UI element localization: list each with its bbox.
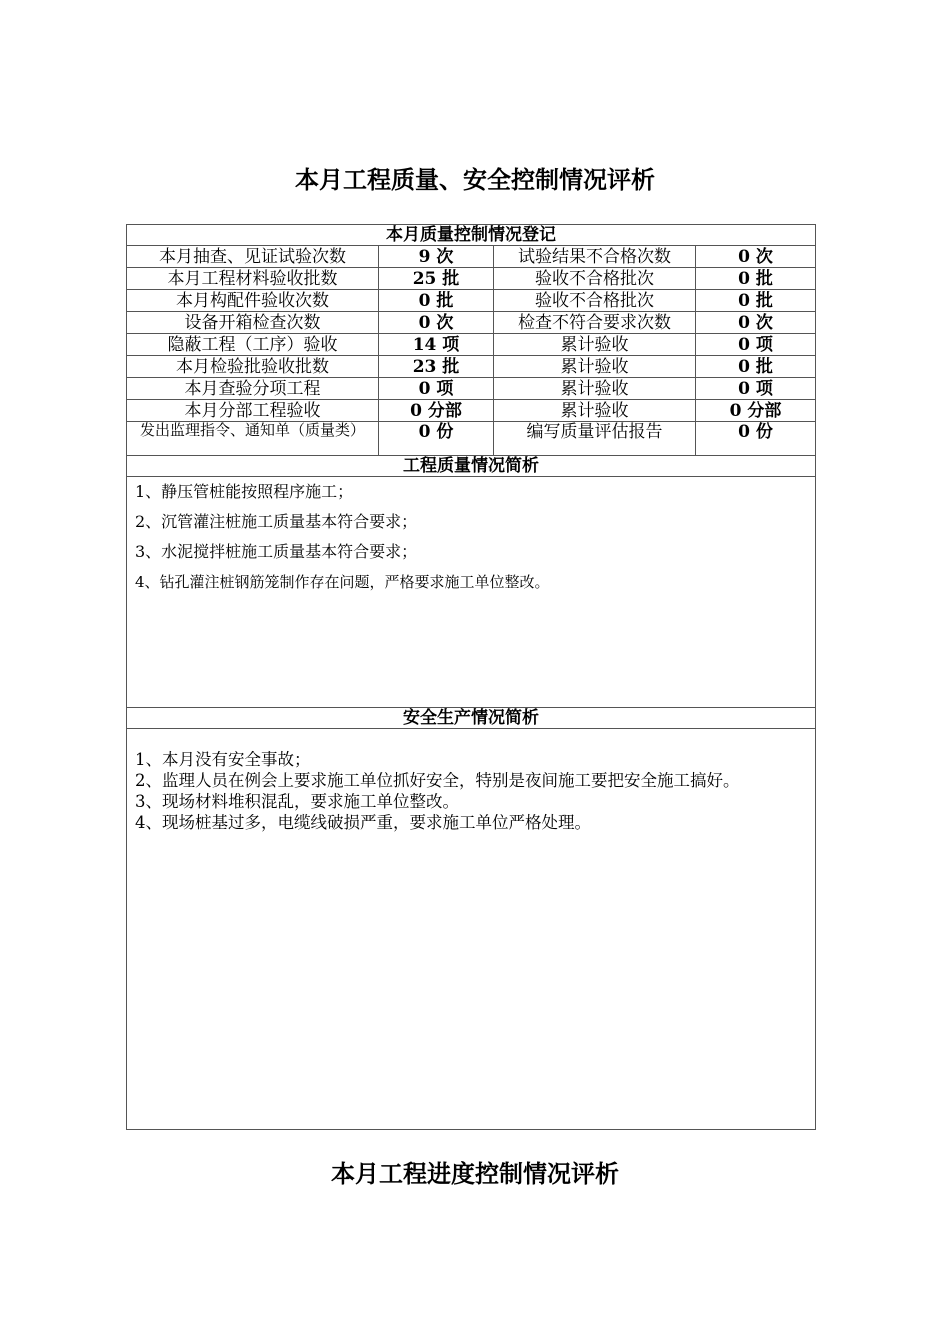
row-value: 0 项 [696,378,816,400]
page-title: 本月工程质量、安全控制情况评析 [295,165,655,194]
row-label: 检查不符合要求次数 [494,312,696,334]
row-value: 0 项 [696,334,816,356]
row-label: 设备开箱检查次数 [127,312,379,334]
row-value: 0 分部 [379,400,494,422]
table-row [127,356,816,378]
row-value: 23 批 [379,356,494,378]
list-item: 4、钻孔灌注桩钢筋笼制作存在问题，严格要求施工单位整改。 [135,573,550,591]
row-value: 0 批 [696,356,816,378]
row-value: 0 批 [696,290,816,312]
row-label: 试验结果不合格次数 [494,246,696,268]
list-item: 1、本月没有安全事故； [135,750,311,769]
table-row [127,312,816,334]
list-item: 2、沉管灌注桩施工质量基本符合要求； [135,512,418,531]
row-label: 累计验收 [494,400,696,422]
row-label: 本月工程材料验收批数 [127,268,379,290]
quality-heading: 工程质量情况简析 [127,456,816,477]
row-value: 0 批 [379,290,494,312]
table-row [127,334,816,356]
row-label: 本月抽查、见证试验次数 [127,246,379,268]
row-value: 0 次 [696,246,816,268]
row-label: 累计验收 [494,378,696,400]
row-label: 隐蔽工程（工序）验收 [127,334,379,356]
row-label: 发出监理指令、通知单（质量类） [127,422,379,456]
row-label: 累计验收 [494,334,696,356]
row-label: 本月构配件验收次数 [127,290,379,312]
table-row [127,268,816,290]
row-label: 累计验收 [494,356,696,378]
row-label: 本月查验分项工程 [127,378,379,400]
row-value: 0 批 [696,268,816,290]
register-heading: 本月质量控制情况登记 [127,225,816,246]
safety-analysis-body [127,729,816,1130]
row-value: 0 分部 [696,400,816,422]
row-label: 本月检验批验收批数 [127,356,379,378]
row-value: 0 份 [379,422,494,456]
row-value: 0 次 [696,312,816,334]
quality-analysis-body [127,477,816,708]
row-value: 0 项 [379,378,494,400]
row-label: 本月分部工程验收 [127,400,379,422]
list-item: 4、现场桩基过多，电缆线破损严重，要求施工单位严格处理。 [135,813,591,832]
safety-heading: 安全生产情况简析 [127,708,816,729]
row-value: 0 份 [696,422,816,456]
row-value: 14 项 [379,334,494,356]
row-label: 验收不合格批次 [494,290,696,312]
section-title: 本月工程进度控制情况评析 [331,1159,619,1188]
row-value: 0 次 [379,312,494,334]
quality-safety-table [126,224,816,1130]
row-value: 25 批 [379,268,494,290]
list-item: 3、现场材料堆积混乱，要求施工单位整改。 [135,792,459,811]
table-row [127,422,816,456]
table-row [127,246,816,268]
table-row [127,400,816,422]
table-row [127,378,816,400]
row-label: 编写质量评估报告 [494,422,696,456]
table-row [127,290,816,312]
row-value: 9 次 [379,246,494,268]
list-item: 1、静压管桩能按照程序施工； [135,482,354,501]
list-item: 2、监理人员在例会上要求施工单位抓好安全，特别是夜间施工要把安全施工搞好。 [135,771,740,790]
list-item: 3、水泥搅拌桩施工质量基本符合要求； [135,542,418,561]
row-label: 验收不合格批次 [494,268,696,290]
